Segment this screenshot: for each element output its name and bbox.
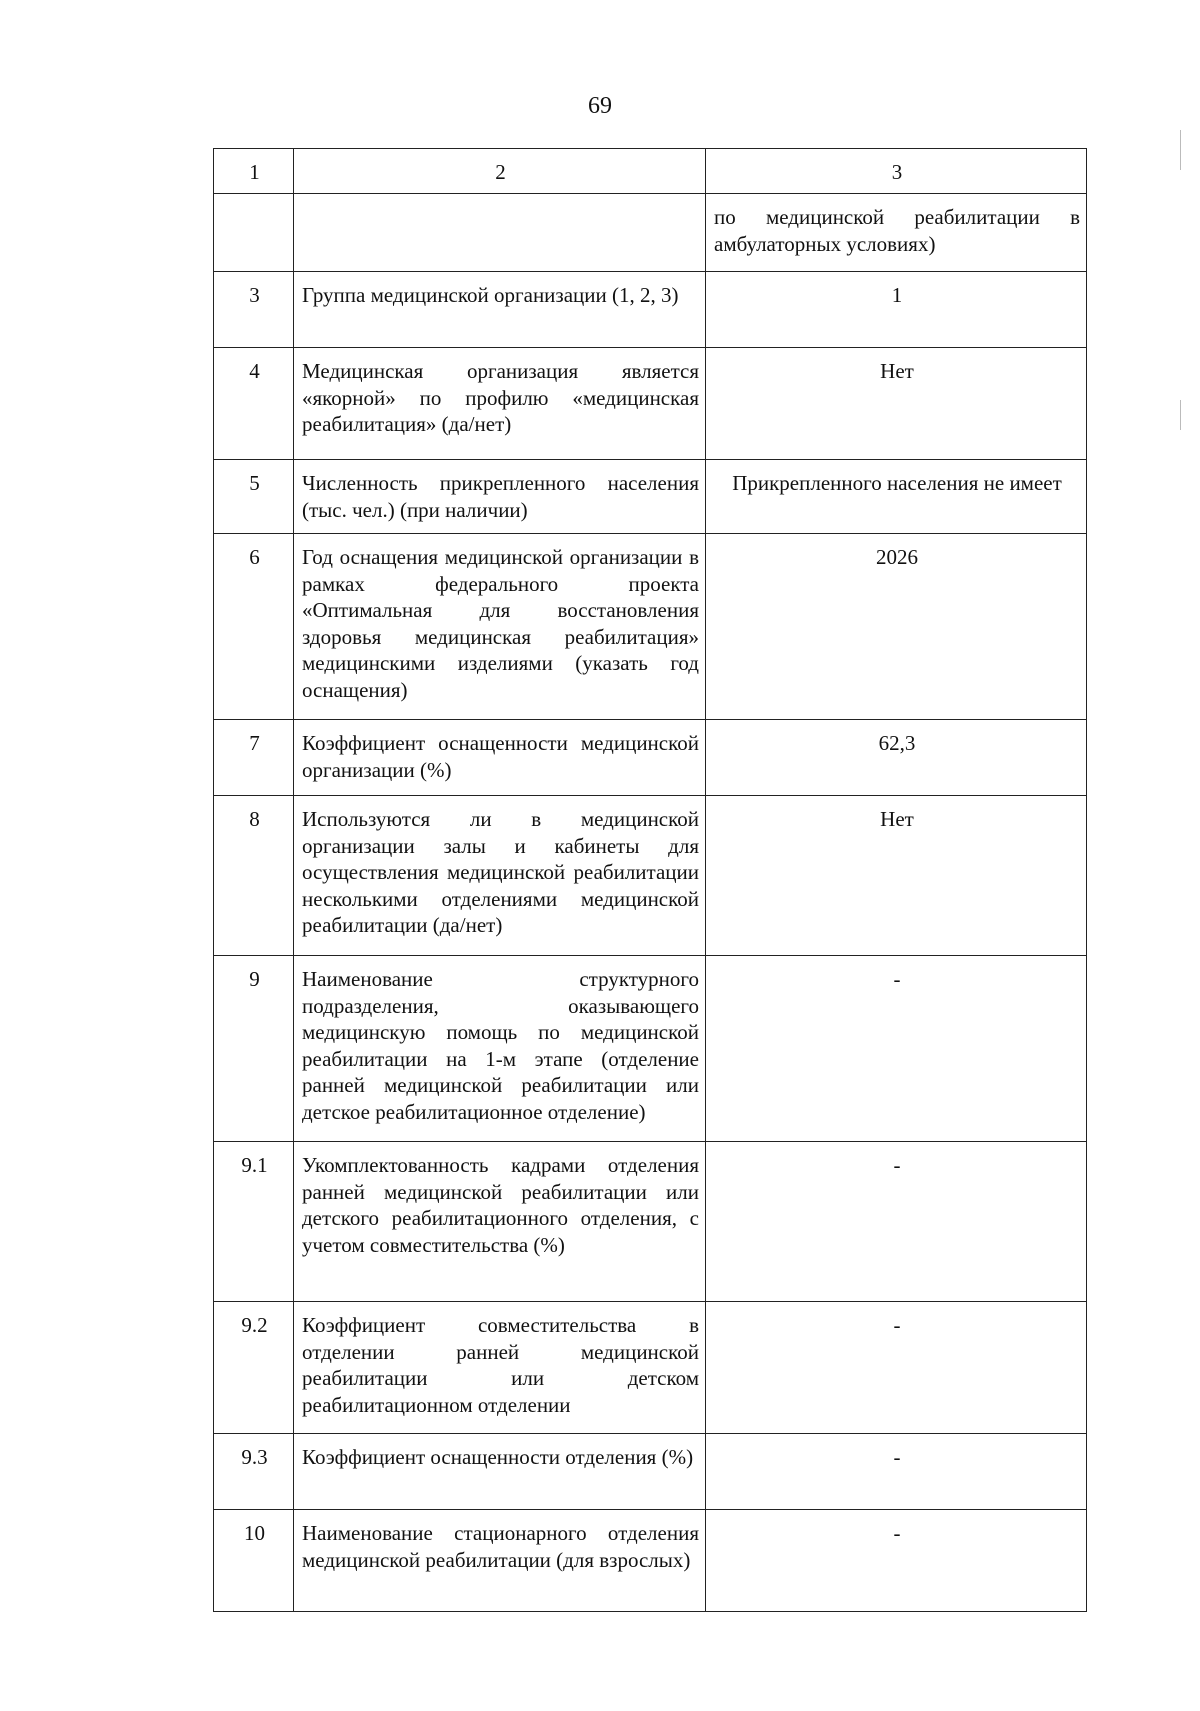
row-label: Укомплектованность кадрами отделения ранней медицинской реабилитации или детского реабилитационного отделения, с учетом совместительства (%): [294, 1142, 706, 1302]
column-header-2: 2: [294, 149, 706, 194]
row-label: Год оснащения медицинской организации в рамках федерального проекта «Оптимальная для восстановления здоровья медицинская реабилитация» медицинскими изделиями (указать год оснащения): [294, 534, 706, 720]
table-row: [214, 1510, 1087, 1612]
row-value: Нет: [706, 348, 1087, 460]
table-row: [214, 720, 1087, 796]
data-table: [213, 148, 1087, 1612]
row-label: Численность прикрепленного населения (тыс. чел.) (при наличии): [294, 460, 706, 534]
row-label: [294, 194, 706, 272]
row-value: по медицинской реабилитации в амбулаторных условиях): [706, 194, 1087, 272]
page-number: 69: [588, 93, 612, 119]
row-number: 7: [214, 720, 294, 796]
row-number: 8: [214, 796, 294, 956]
scan-artifact: [1180, 400, 1181, 430]
table-row: [214, 460, 1087, 534]
row-label: Наименование стационарного отделения медицинской реабилитации (для взрослых): [294, 1510, 706, 1612]
row-value: 1: [706, 272, 1087, 348]
table-row: [214, 272, 1087, 348]
row-number: 10: [214, 1510, 294, 1612]
row-label: Медицинская организация является «якорной» по профилю «медицинская реабилитация» (да/нет): [294, 348, 706, 460]
column-header-1: 1: [214, 149, 294, 194]
row-label: Коэффициент оснащенности отделения (%): [294, 1434, 706, 1510]
row-number: 6: [214, 534, 294, 720]
row-label: Используются ли в медицинской организации залы и кабинеты для осуществления медицинской реабилитации несколькими отделениями медицинской реабилитации (да/нет): [294, 796, 706, 956]
table-row: [214, 1302, 1087, 1434]
row-value: -: [706, 956, 1087, 1142]
row-number: 3: [214, 272, 294, 348]
table-header-row: [214, 149, 1087, 194]
table-row: [214, 348, 1087, 460]
row-value: Прикрепленного населения не имеет: [706, 460, 1087, 534]
row-number: 4: [214, 348, 294, 460]
row-value: 62,3: [706, 720, 1087, 796]
row-number: [214, 194, 294, 272]
row-number: 9.2: [214, 1302, 294, 1434]
row-number: 9.3: [214, 1434, 294, 1510]
row-value: -: [706, 1142, 1087, 1302]
row-value: -: [706, 1510, 1087, 1612]
table-row: [214, 796, 1087, 956]
table-row: [214, 1142, 1087, 1302]
row-label: Коэффициент оснащенности медицинской организации (%): [294, 720, 706, 796]
row-value: -: [706, 1302, 1087, 1434]
row-value: -: [706, 1434, 1087, 1510]
row-value: Нет: [706, 796, 1087, 956]
row-number: 9: [214, 956, 294, 1142]
continuation-row: [214, 194, 1087, 272]
column-header-3: 3: [706, 149, 1087, 194]
row-number: 5: [214, 460, 294, 534]
row-label: Группа медицинской организации (1, 2, 3): [294, 272, 706, 348]
row-label: Наименование структурного подразделения, оказывающего медицинскую помощь по медицинской реабилитации на 1-м этапе (отделение ранней медицинской реабилитации или детское реабилитационное отделение): [294, 956, 706, 1142]
table-row: [214, 956, 1087, 1142]
table-row: [214, 534, 1087, 720]
scan-artifact: [1180, 130, 1181, 170]
row-label: Коэффициент совместительства в отделении ранней медицинской реабилитации или детском реабилитационном отделении: [294, 1302, 706, 1434]
table-row: [214, 1434, 1087, 1510]
row-value: 2026: [706, 534, 1087, 720]
row-number: 9.1: [214, 1142, 294, 1302]
